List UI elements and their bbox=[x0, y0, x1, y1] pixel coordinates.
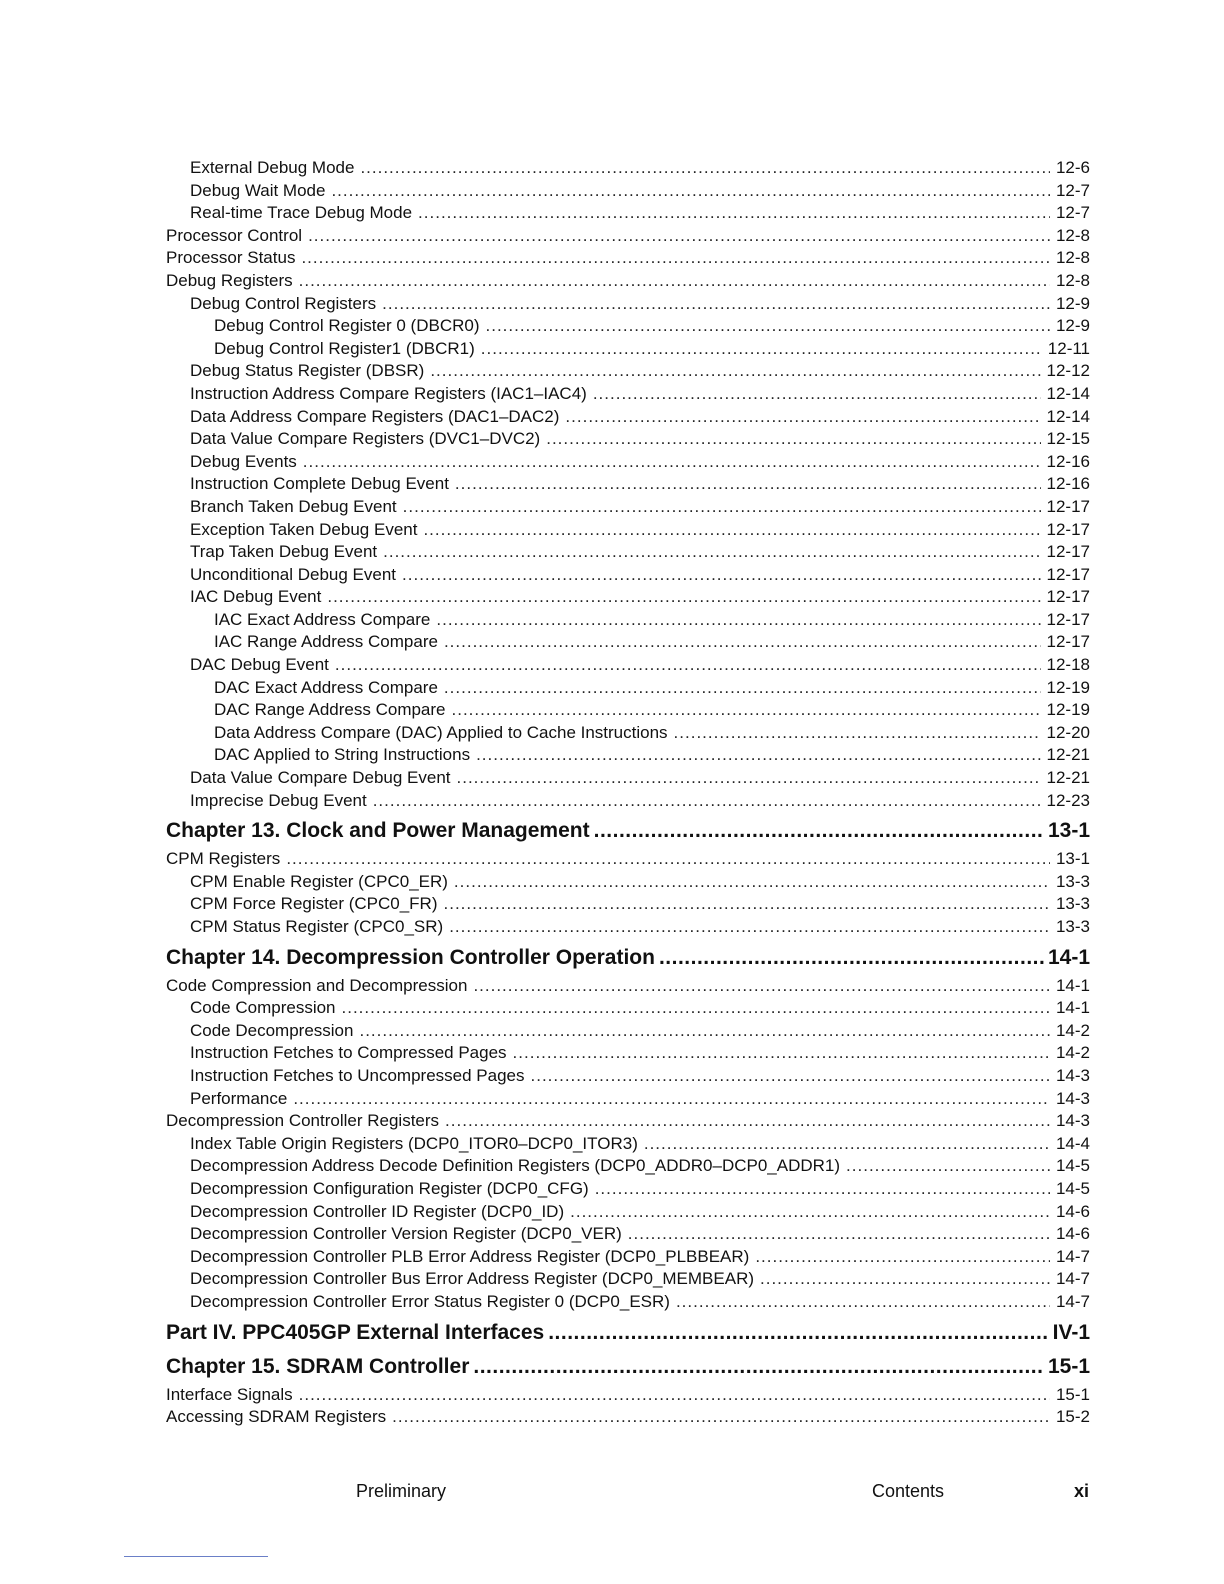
toc-dot-leader bbox=[476, 744, 1040, 767]
toc-dot-leader bbox=[513, 1042, 1050, 1065]
toc-dot-leader bbox=[531, 1065, 1050, 1088]
toc-dot-leader bbox=[594, 816, 1044, 846]
toc-entry-title: Decompression Configuration Register (DCP0_CFG) bbox=[190, 1178, 589, 1198]
toc-entry[interactable] bbox=[166, 293, 1090, 316]
toc-entry-title: Branch Taken Debug Event bbox=[190, 496, 397, 516]
toc-entry-title: IAC Exact Address Compare bbox=[214, 609, 431, 629]
toc-entry[interactable] bbox=[166, 225, 1090, 248]
toc-entry-title: Chapter 15. SDRAM Controller bbox=[166, 1354, 470, 1378]
toc-entry-page: 14-1 bbox=[1047, 945, 1090, 969]
toc-dot-leader bbox=[628, 1223, 1050, 1246]
toc-entry-title: Decompression Address Decode Definition Registers (DCP0_ADDR0–DCP0_ADDR1) bbox=[190, 1156, 841, 1176]
toc-entry[interactable] bbox=[166, 767, 1090, 790]
toc-entry-page: 12-17 bbox=[1046, 496, 1090, 516]
toc-entry-page: 12-8 bbox=[1055, 225, 1090, 245]
toc-entry[interactable] bbox=[166, 1384, 1090, 1407]
toc-entry-page: 12-16 bbox=[1046, 474, 1090, 494]
toc-entry-title: Code Compression and Decompression bbox=[166, 975, 468, 995]
toc-entry-page: 12-14 bbox=[1046, 383, 1090, 403]
toc-entry-title: Index Table Origin Registers (DCP0_ITOR0–DCP0_ITOR3) bbox=[190, 1133, 638, 1153]
toc-entry-title: Performance bbox=[190, 1088, 288, 1108]
toc-entry-page: 12-17 bbox=[1046, 564, 1090, 584]
toc-entry-title: Data Value Compare Registers (DVC1–DVC2) bbox=[190, 429, 541, 449]
toc-entry-page: 12-11 bbox=[1047, 338, 1090, 358]
toc-dot-leader bbox=[444, 677, 1041, 700]
toc-entry[interactable] bbox=[166, 654, 1090, 677]
toc-dot-leader bbox=[548, 1318, 1048, 1348]
toc-entry-page: 12-18 bbox=[1046, 655, 1090, 675]
toc-entry-title: Debug Status Register (DBSR) bbox=[190, 361, 425, 381]
toc-entry-page: IV-1 bbox=[1052, 1320, 1090, 1344]
page-footer bbox=[0, 1481, 1224, 1505]
toc-entry[interactable] bbox=[166, 744, 1090, 767]
toc-entry-page: 14-7 bbox=[1055, 1291, 1090, 1311]
toc-entry-page: 14-4 bbox=[1055, 1133, 1090, 1153]
toc-dot-leader bbox=[454, 871, 1050, 894]
toc-dot-leader bbox=[546, 428, 1040, 451]
toc-dot-leader bbox=[373, 790, 1041, 813]
toc-entry-title: Chapter 13. Clock and Power Management bbox=[166, 819, 590, 843]
toc-dot-leader bbox=[659, 943, 1044, 973]
toc-entry-page: 13-1 bbox=[1047, 819, 1090, 843]
toc-dot-leader bbox=[644, 1133, 1050, 1156]
toc-dot-leader bbox=[308, 225, 1050, 248]
toc-entry[interactable] bbox=[166, 677, 1090, 700]
toc-entry-title: Interface Signals bbox=[166, 1384, 293, 1404]
toc-entry-page: 14-5 bbox=[1055, 1178, 1090, 1198]
toc-entry[interactable] bbox=[166, 631, 1090, 654]
toc-dot-leader bbox=[457, 767, 1041, 790]
toc-entry[interactable] bbox=[166, 338, 1090, 361]
toc-entry-page: 12-17 bbox=[1046, 519, 1090, 539]
toc-dot-leader bbox=[299, 1384, 1050, 1407]
toc-entry-title: DAC Debug Event bbox=[190, 655, 329, 675]
toc-dot-leader bbox=[402, 564, 1040, 587]
toc-dot-leader bbox=[760, 1268, 1050, 1291]
toc-dot-leader bbox=[565, 406, 1040, 429]
toc-entry[interactable] bbox=[166, 451, 1090, 474]
toc-entry-title: IAC Range Address Compare bbox=[214, 632, 438, 652]
toc-dot-leader bbox=[299, 270, 1050, 293]
toc-dot-leader bbox=[452, 699, 1041, 722]
toc-dot-leader bbox=[444, 631, 1041, 654]
toc-entry-page: 14-2 bbox=[1055, 1043, 1090, 1063]
toc-entry-title: Data Address Compare (DAC) Applied to Cache Instructions bbox=[214, 722, 668, 742]
toc-entry-page: 14-7 bbox=[1055, 1269, 1090, 1289]
toc-entry[interactable] bbox=[166, 564, 1090, 587]
toc-chapter-heading[interactable] bbox=[166, 816, 1090, 846]
toc-dot-leader bbox=[301, 247, 1050, 270]
toc-entry-page: 14-7 bbox=[1055, 1246, 1090, 1266]
toc-entry[interactable] bbox=[166, 1223, 1090, 1246]
toc-entry-page: 13-3 bbox=[1055, 917, 1090, 936]
toc-entry[interactable] bbox=[166, 848, 1090, 871]
toc-entry[interactable] bbox=[166, 315, 1090, 338]
toc-entry-title: Part IV. PPC405GP External Interfaces bbox=[166, 1320, 545, 1344]
toc-entry-page: 12-17 bbox=[1046, 542, 1090, 562]
toc-entry-page: 12-7 bbox=[1055, 203, 1090, 223]
toc-entry-page: 14-3 bbox=[1055, 1065, 1090, 1085]
toc-entry-page: 12-17 bbox=[1046, 609, 1090, 629]
toc-entry[interactable] bbox=[166, 790, 1090, 813]
toc-chapter-heading[interactable] bbox=[166, 1318, 1090, 1348]
toc-entry-title: CPM Force Register (CPC0_FR) bbox=[190, 894, 438, 914]
toc-entry-page: 12-17 bbox=[1046, 632, 1090, 652]
toc-entry-page: 15-1 bbox=[1055, 1384, 1090, 1404]
toc-entry-title: Decompression Controller Version Register (DCP0_VER) bbox=[190, 1224, 622, 1244]
toc-entry[interactable] bbox=[166, 180, 1090, 203]
toc-entry-title: Debug Control Register 0 (DBCR0) bbox=[214, 316, 480, 336]
toc-entry-page: 12-14 bbox=[1046, 406, 1090, 426]
toc-dot-leader bbox=[293, 1088, 1050, 1111]
toc-entry-title: CPM Status Register (CPC0_SR) bbox=[190, 917, 444, 936]
toc-entry[interactable] bbox=[166, 1155, 1090, 1178]
toc-entry-page: 15-1 bbox=[1047, 1354, 1090, 1378]
toc-entry[interactable] bbox=[166, 1406, 1090, 1429]
toc-dot-leader bbox=[570, 1201, 1050, 1224]
table-of-contents bbox=[166, 157, 1090, 1429]
toc-entry-page: 12-21 bbox=[1046, 745, 1090, 765]
toc-entry-page: 12-15 bbox=[1046, 429, 1090, 449]
toc-dot-leader bbox=[331, 180, 1050, 203]
toc-entry-title: Processor Control bbox=[166, 225, 303, 245]
toc-entry[interactable] bbox=[166, 586, 1090, 609]
toc-entry-title: Exception Taken Debug Event bbox=[190, 519, 418, 539]
toc-entry[interactable] bbox=[166, 699, 1090, 722]
toc-entry[interactable] bbox=[166, 1065, 1090, 1088]
toc-entry[interactable] bbox=[166, 428, 1090, 451]
toc-entry[interactable] bbox=[166, 360, 1090, 383]
toc-entry-page: 12-12 bbox=[1046, 361, 1090, 381]
toc-dot-leader bbox=[360, 157, 1050, 180]
toc-entry-title: Instruction Fetches to Uncompressed Pages bbox=[190, 1065, 525, 1085]
toc-entry-title: CPM Registers bbox=[166, 849, 281, 869]
toc-entry[interactable] bbox=[166, 383, 1090, 406]
toc-entry-page: 12-16 bbox=[1046, 451, 1090, 471]
toc-dot-leader bbox=[383, 541, 1040, 564]
toc-entry-page: 12-8 bbox=[1055, 248, 1090, 268]
toc-dot-leader bbox=[286, 848, 1050, 871]
toc-entry[interactable] bbox=[166, 519, 1090, 542]
toc-entry-title: DAC Exact Address Compare bbox=[214, 677, 438, 697]
toc-entry[interactable] bbox=[166, 997, 1090, 1020]
toc-entry-title: Imprecise Debug Event bbox=[190, 790, 367, 810]
toc-entry-page: 14-6 bbox=[1055, 1201, 1090, 1221]
toc-entry[interactable] bbox=[166, 202, 1090, 225]
toc-entry-title: Unconditional Debug Event bbox=[190, 564, 397, 584]
toc-entry-page: 12-23 bbox=[1046, 790, 1090, 810]
toc-dot-leader bbox=[342, 997, 1050, 1020]
toc-entry[interactable] bbox=[166, 1291, 1090, 1314]
toc-dot-leader bbox=[473, 975, 1050, 998]
toc-entry-page: 13-1 bbox=[1055, 849, 1090, 869]
toc-entry-page: 14-1 bbox=[1055, 998, 1090, 1018]
toc-dot-leader bbox=[335, 654, 1041, 677]
toc-entry-page: 14-6 bbox=[1055, 1224, 1090, 1244]
toc-entry-title: Code Decompression bbox=[190, 1020, 354, 1040]
toc-entry-title: Chapter 14. Decompression Controller Operation bbox=[166, 945, 655, 969]
toc-entry-title: Data Address Compare Registers (DAC1–DAC2) bbox=[190, 406, 560, 426]
toc-entry-page: 12-7 bbox=[1055, 180, 1090, 200]
toc-chapter-heading[interactable] bbox=[166, 1352, 1090, 1382]
toc-dot-leader bbox=[481, 338, 1042, 361]
toc-dot-leader bbox=[327, 586, 1040, 609]
toc-entry[interactable] bbox=[166, 722, 1090, 745]
toc-chapter-heading[interactable] bbox=[166, 943, 1090, 973]
toc-entry-page: 14-2 bbox=[1055, 1020, 1090, 1040]
toc-entry[interactable] bbox=[166, 1088, 1090, 1111]
toc-entry-title: External Debug Mode bbox=[190, 158, 355, 177]
toc-entry-title: Decompression Controller ID Register (DCP0_ID) bbox=[190, 1201, 565, 1221]
toc-dot-leader bbox=[486, 315, 1050, 338]
toc-entry-page: 12-8 bbox=[1055, 270, 1090, 290]
toc-dot-leader bbox=[455, 473, 1041, 496]
toc-entry-page: 12-19 bbox=[1046, 700, 1090, 720]
corner-rule bbox=[124, 1556, 268, 1557]
toc-dot-leader bbox=[755, 1246, 1050, 1269]
toc-entry-title: Instruction Address Compare Registers (IAC1–IAC4) bbox=[190, 383, 587, 403]
toc-dot-leader bbox=[449, 916, 1050, 939]
toc-dot-leader bbox=[382, 293, 1050, 316]
toc-entry-title: IAC Debug Event bbox=[190, 587, 322, 607]
toc-entry[interactable] bbox=[166, 1133, 1090, 1156]
toc-entry[interactable] bbox=[166, 406, 1090, 429]
toc-entry-page: 12-9 bbox=[1055, 316, 1090, 336]
toc-entry-title: Debug Registers bbox=[166, 270, 293, 290]
toc-entry[interactable] bbox=[166, 247, 1090, 270]
toc-dot-leader bbox=[418, 202, 1050, 225]
toc-dot-leader bbox=[303, 451, 1041, 474]
toc-entry[interactable] bbox=[166, 1268, 1090, 1291]
toc-dot-leader bbox=[392, 1406, 1050, 1429]
footer-section: Contents bbox=[872, 1481, 945, 1501]
footer-page-number: xi bbox=[1074, 1481, 1090, 1501]
toc-dot-leader bbox=[430, 360, 1040, 383]
toc-entry[interactable] bbox=[166, 496, 1090, 519]
toc-entry-page: 14-5 bbox=[1055, 1156, 1090, 1176]
toc-entry-page: 15-2 bbox=[1055, 1407, 1090, 1427]
toc-entry[interactable] bbox=[166, 473, 1090, 496]
toc-entry-title: Real-time Trace Debug Mode bbox=[190, 203, 413, 223]
toc-entry-page: 12-6 bbox=[1055, 158, 1090, 177]
toc-entry[interactable] bbox=[166, 1020, 1090, 1043]
toc-dot-leader bbox=[436, 609, 1040, 632]
toc-entry-title: Decompression Controller PLB Error Address Register (DCP0_PLBBEAR) bbox=[190, 1246, 750, 1266]
toc-entry[interactable] bbox=[166, 1110, 1090, 1133]
toc-entry-title: Decompression Controller Registers bbox=[166, 1111, 440, 1131]
toc-entry-title: DAC Applied to String Instructions bbox=[214, 745, 471, 765]
toc-entry-page: 12-21 bbox=[1046, 768, 1090, 788]
toc-dot-leader bbox=[676, 1291, 1050, 1314]
toc-entry[interactable] bbox=[166, 871, 1090, 894]
toc-dot-leader bbox=[846, 1155, 1050, 1178]
toc-entry[interactable] bbox=[166, 893, 1090, 916]
toc-dot-leader bbox=[674, 722, 1041, 745]
toc-entry-title: CPM Enable Register (CPC0_ER) bbox=[190, 871, 448, 891]
toc-entry-title: Code Compression bbox=[190, 998, 336, 1018]
toc-entry[interactable] bbox=[166, 916, 1090, 939]
toc-dot-leader bbox=[423, 519, 1040, 542]
toc-entry-title: DAC Range Address Compare bbox=[214, 700, 446, 720]
toc-dot-leader bbox=[403, 496, 1041, 519]
toc-dot-leader bbox=[595, 1178, 1050, 1201]
toc-entry[interactable] bbox=[166, 1178, 1090, 1201]
toc-entry-title: Processor Status bbox=[166, 248, 296, 268]
toc-entry-title: Accessing SDRAM Registers bbox=[166, 1407, 387, 1427]
toc-entry-page: 14-3 bbox=[1055, 1088, 1090, 1108]
toc-entry[interactable] bbox=[166, 975, 1090, 998]
toc-dot-leader bbox=[473, 1352, 1044, 1382]
toc-entry-title: Decompression Controller Bus Error Address Register (DCP0_MEMBEAR) bbox=[190, 1269, 755, 1289]
toc-dot-leader bbox=[445, 1110, 1050, 1133]
toc-entry-page: 12-17 bbox=[1046, 587, 1090, 607]
toc-dot-leader bbox=[593, 383, 1041, 406]
toc-entry-title: Debug Control Register1 (DBCR1) bbox=[214, 338, 475, 358]
toc-entry-title: Data Value Compare Debug Event bbox=[190, 768, 451, 788]
toc-entry-page: 14-3 bbox=[1055, 1111, 1090, 1131]
toc-dot-leader bbox=[359, 1020, 1050, 1043]
toc-entry[interactable] bbox=[166, 1246, 1090, 1269]
toc-entry-title: Instruction Fetches to Compressed Pages bbox=[190, 1043, 507, 1063]
toc-entry-title: Instruction Complete Debug Event bbox=[190, 474, 449, 494]
toc-entry[interactable] bbox=[166, 609, 1090, 632]
toc-entry[interactable] bbox=[166, 1201, 1090, 1224]
toc-entry-title: Trap Taken Debug Event bbox=[190, 542, 378, 562]
toc-entry[interactable] bbox=[166, 270, 1090, 293]
toc-entry[interactable] bbox=[166, 541, 1090, 564]
toc-entry-title: Debug Wait Mode bbox=[190, 180, 326, 200]
toc-entry[interactable] bbox=[166, 157, 1090, 180]
toc-entry-title: Decompression Controller Error Status Register 0 (DCP0_ESR) bbox=[190, 1291, 670, 1311]
toc-entry-page: 13-3 bbox=[1055, 894, 1090, 914]
toc-entry-page: 14-1 bbox=[1055, 975, 1090, 995]
toc-dot-leader bbox=[444, 893, 1050, 916]
toc-entry-page: 13-3 bbox=[1055, 871, 1090, 891]
toc-entry-title: Debug Events bbox=[190, 451, 297, 471]
toc-entry-page: 12-20 bbox=[1046, 722, 1090, 742]
toc-entry-page: 12-19 bbox=[1046, 677, 1090, 697]
footer-status: Preliminary bbox=[356, 1481, 447, 1501]
toc-entry-title: Debug Control Registers bbox=[190, 293, 377, 313]
toc-entry[interactable] bbox=[166, 1042, 1090, 1065]
toc-entry-page: 12-9 bbox=[1055, 293, 1090, 313]
